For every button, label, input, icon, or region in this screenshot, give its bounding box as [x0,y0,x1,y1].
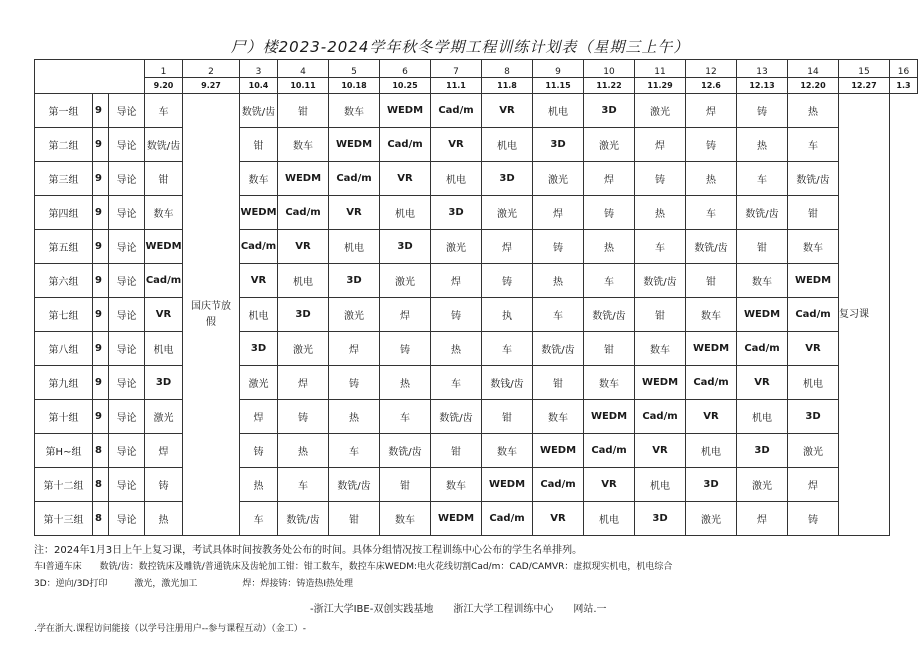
schedule-cell: 焊 [788,468,839,502]
schedule-cell: 激光 [431,230,482,264]
schedule-cell: WEDM [533,434,584,468]
schedule-cell: 数铣/齿 [329,468,380,502]
group-row [35,264,918,298]
schedule-cell: Cad/m [788,298,839,332]
group-size: 9 [93,332,109,366]
date-cell: 10.18 [329,78,380,94]
group-size: 9 [93,230,109,264]
schedule-cell: 热 [380,366,431,400]
schedule-cell: VR [482,94,533,128]
holiday-cell: 国庆节放假 [183,94,240,536]
date-cell: 9.27 [183,78,240,94]
schedule-cell: 车 [686,196,737,230]
schedule-cell: 车 [380,400,431,434]
review-cell: 复习课 [839,94,890,536]
week2-cell: 钳 [145,162,183,196]
schedule-cell: 焊 [329,332,380,366]
schedule-cell: 钳 [329,502,380,536]
schedule-cell: 焊 [635,128,686,162]
schedule-cell: VR [329,196,380,230]
week-number-cell: 14 [788,60,839,78]
schedule-cell: 3D [240,332,278,366]
schedule-cell: 铸 [482,264,533,298]
schedule-cell: Cad/m [431,94,482,128]
corner-cell [35,60,145,94]
group-size: 8 [93,468,109,502]
schedule-cell: WEDM [482,468,533,502]
schedule-cell: 车 [584,264,635,298]
schedule-cell: 机电 [686,434,737,468]
schedule-cell: 钳 [431,434,482,468]
schedule-cell: 激光 [584,128,635,162]
week1-cell: 导论 [109,196,145,230]
schedule-cell: 焊 [533,196,584,230]
group-name: 第九组 [35,366,93,400]
schedule-cell: 数车 [278,128,329,162]
schedule-cell: 数车 [788,230,839,264]
group-name: 第二组 [35,128,93,162]
schedule-cell: 3D [635,502,686,536]
week2-cell: 焊 [145,434,183,468]
date-cell: 12.27 [839,78,890,94]
schedule-cell: 3D [278,298,329,332]
schedule-cell: 车 [240,502,278,536]
schedule-cell: 热 [788,94,839,128]
schedule-cell: 3D [533,128,584,162]
schedule-cell: 机电 [584,502,635,536]
schedule-cell: 数车 [240,162,278,196]
schedule-cell: 数车 [686,298,737,332]
group-size: 8 [93,434,109,468]
schedule-cell: 数铣/齿 [635,264,686,298]
date-cell: 12.13 [737,78,788,94]
schedule-cell: Cad/m [380,128,431,162]
schedule-cell: 数车 [533,400,584,434]
schedule-cell: 车 [788,128,839,162]
week1-cell: 导论 [109,162,145,196]
schedule-cell: Cad/m [278,196,329,230]
week-number-cell: 16 [890,60,918,78]
week2-cell: 热 [145,502,183,536]
schedule-cell: VR [380,162,431,196]
schedule-cell: 3D [431,196,482,230]
schedule-cell: 数车 [431,468,482,502]
schedule-cell: 数铣/齿 [533,332,584,366]
week-number-cell: 9 [533,60,584,78]
schedule-cell: 数铣/齿 [737,196,788,230]
schedule-cell: 数车 [635,332,686,366]
schedule-cell: 机电 [240,298,278,332]
schedule-cell: 机电 [533,94,584,128]
group-name: 第三组 [35,162,93,196]
week1-cell: 导论 [109,434,145,468]
schedule-table [34,59,918,536]
week-number-cell: 13 [737,60,788,78]
schedule-cell: 钳 [380,468,431,502]
schedule-cell: 激光 [533,162,584,196]
schedule-cell: 3D [329,264,380,298]
date-cell: 11.1 [431,78,482,94]
schedule-cell: VR [788,332,839,366]
date-cell: 10.11 [278,78,329,94]
schedule-cell: 热 [737,128,788,162]
group-row [35,434,918,468]
schedule-cell: 铸 [737,94,788,128]
footer: -浙江大学IBE-双创实践基地 浙江大学工程训练中心 网站.一 [310,604,607,615]
schedule-cell: 铸 [584,196,635,230]
week-number-cell: 2 [183,60,240,78]
schedule-cell: Cad/m [686,366,737,400]
schedule-cell: 数铣/齿 [686,230,737,264]
schedule-cell: 车 [482,332,533,366]
group-row [35,366,918,400]
schedule-cell: 铸 [431,298,482,332]
group-name: 第四组 [35,196,93,230]
week1-cell: 导论 [109,332,145,366]
date-row [35,78,918,94]
week-number-cell: 8 [482,60,533,78]
schedule-cell: 数铣/齿 [788,162,839,196]
schedule-cell: 激光 [240,366,278,400]
group-row [35,502,918,536]
schedule-cell: 激光 [788,434,839,468]
week-number-row [35,60,918,78]
schedule-cell: Cad/m [635,400,686,434]
schedule-cell: WEDM [278,162,329,196]
schedule-cell: 焊 [584,162,635,196]
schedule-cell: 机电 [635,468,686,502]
schedule-cell: 热 [278,434,329,468]
group-name: 第八组 [35,332,93,366]
schedule-cell: VR [686,400,737,434]
note-line: 车I普通车床 数铣/齿：数控铣床及雕铣/普通铣床及齿轮加工钳：钳工数车，数控车床WEDM:电火花线切割Cad/m：CAD/CAMVR：虚拟现实机电，机电综合 [34,562,673,572]
schedule-cell: 数钱/齿 [482,366,533,400]
schedule-cell: 数铣/齿 [584,298,635,332]
schedule-cell: 3D [788,400,839,434]
week-number-cell: 7 [431,60,482,78]
schedule-cell: 钳 [278,94,329,128]
schedule-cell: 热 [584,230,635,264]
schedule-cell: 机电 [278,264,329,298]
date-cell: 10.4 [240,78,278,94]
group-size: 9 [93,196,109,230]
schedule-cell: 激光 [482,196,533,230]
schedule-cell: 钳 [788,196,839,230]
schedule-cell: 机电 [788,366,839,400]
week2-cell: Cad/m [145,264,183,298]
schedule-cell: 铸 [686,128,737,162]
week2-cell: 数铣/齿 [145,128,183,162]
group-row [35,128,918,162]
notes [34,542,672,593]
schedule-cell: 铸 [788,502,839,536]
week2-cell: VR [145,298,183,332]
group-name: 第五组 [35,230,93,264]
schedule-cell: 数车 [380,502,431,536]
schedule-cell: 车 [635,230,686,264]
schedule-cell: 焊 [278,366,329,400]
week1-cell: 导论 [109,400,145,434]
week2-cell: 数车 [145,196,183,230]
schedule-cell: Cad/m [584,434,635,468]
schedule-cell: 铸 [533,230,584,264]
schedule-cell: 钳 [240,128,278,162]
schedule-cell: 车 [533,298,584,332]
schedule-cell: 机电 [482,128,533,162]
schedule-cell: 铸 [240,434,278,468]
date-cell: 11.8 [482,78,533,94]
week1-cell: 导论 [109,94,145,128]
schedule-cell: WEDM [380,94,431,128]
group-row [35,162,918,196]
schedule-cell: 车 [737,162,788,196]
schedule-cell: Cad/m [482,502,533,536]
week1-cell: 导论 [109,128,145,162]
schedule-cell: 数车 [329,94,380,128]
schedule-cell: 热 [240,468,278,502]
schedule-cell: WEDM [686,332,737,366]
schedule-cell: 数车 [584,366,635,400]
schedule-cell: WEDM [737,298,788,332]
group-size: 9 [93,366,109,400]
schedule-cell: 数车 [482,434,533,468]
week1-cell: 导论 [109,366,145,400]
schedule-cell: 钳 [635,298,686,332]
date-cell: 12.20 [788,78,839,94]
schedule-cell: 铸 [329,366,380,400]
schedule-cell: 3D [686,468,737,502]
group-name: 第七组 [35,298,93,332]
schedule-cell: 钳 [584,332,635,366]
schedule-cell: WEDM [240,196,278,230]
week-number-cell: 1 [145,60,183,78]
week-number-cell: 4 [278,60,329,78]
date-cell: 11.29 [635,78,686,94]
week-number-cell: 3 [240,60,278,78]
group-row [35,400,918,434]
week1-cell: 导论 [109,502,145,536]
date-cell: 12.6 [686,78,737,94]
schedule-cell: 数铣/齿 [380,434,431,468]
schedule-cell: 数车 [737,264,788,298]
week2-cell: 铸 [145,468,183,502]
schedule-cell: 钳 [737,230,788,264]
date-cell: 1.3 [890,78,918,94]
schedule-cell: 激光 [686,502,737,536]
group-size: 9 [93,94,109,128]
week2-cell: 激光 [145,400,183,434]
schedule-cell: 激光 [278,332,329,366]
schedule-cell: VR [533,502,584,536]
schedule-cell: WEDM [584,400,635,434]
group-size: 9 [93,162,109,196]
schedule-cell: 热 [431,332,482,366]
schedule-cell: WEDM [329,128,380,162]
group-row [35,332,918,366]
group-name: 第十三组 [35,502,93,536]
week-number-cell: 6 [380,60,431,78]
schedule-cell: 热 [533,264,584,298]
week2-cell: 机电 [145,332,183,366]
schedule-cell: VR [431,128,482,162]
group-row [35,468,918,502]
week-number-cell: 5 [329,60,380,78]
week-number-cell: 15 [839,60,890,78]
schedule-cell: 3D [737,434,788,468]
schedule-cell: 车 [329,434,380,468]
schedule-cell: 数铣/齿 [431,400,482,434]
schedule-cell: 机电 [380,196,431,230]
group-size: 9 [93,128,109,162]
schedule-cell: VR [240,264,278,298]
schedule-cell: 激光 [329,298,380,332]
schedule-cell: 钳 [533,366,584,400]
date-cell: 11.22 [584,78,635,94]
schedule-cell: 车 [278,468,329,502]
week1-cell: 导论 [109,264,145,298]
schedule-cell: VR [635,434,686,468]
schedule-cell: 数铣/齿 [240,94,278,128]
schedule-cell: Cad/m [737,332,788,366]
group-row [35,230,918,264]
schedule-cell: Cad/m [329,162,380,196]
schedule-cell: 铸 [278,400,329,434]
group-size: 8 [93,502,109,536]
date-cell: 9.20 [145,78,183,94]
schedule-cell: VR [584,468,635,502]
week-number-cell: 11 [635,60,686,78]
week2-cell: 车 [145,94,183,128]
schedule-cell: WEDM [635,366,686,400]
week-number-cell: 12 [686,60,737,78]
schedule-cell: 数铣/齿 [278,502,329,536]
schedule-cell: 3D [482,162,533,196]
week1-cell: 导论 [109,298,145,332]
group-name: 第六组 [35,264,93,298]
schedule-cell: 焊 [240,400,278,434]
schedule-cell: 铸 [635,162,686,196]
week2-cell: 3D [145,366,183,400]
schedule-cell: VR [278,230,329,264]
schedule-cell: 钳 [686,264,737,298]
week1-cell: 导论 [109,230,145,264]
group-size: 9 [93,298,109,332]
schedule-cell: 焊 [380,298,431,332]
schedule-cell: 铸 [380,332,431,366]
schedule-cell: 钳 [482,400,533,434]
date-cell: 10.25 [380,78,431,94]
week-number-cell: 10 [584,60,635,78]
schedule-cell: 机电 [329,230,380,264]
note-line: 注：2024年1月3日上午上复习课，考试具体时间按教务处公布的时间。具体分组情况按工程训练中心公布的学生名单排列。 [34,545,583,556]
date-cell: 11.15 [533,78,584,94]
schedule-cell: 焊 [482,230,533,264]
group-name: 第十二组 [35,468,93,502]
schedule-cell: 热 [686,162,737,196]
schedule-cell: 激光 [737,468,788,502]
group-name: 第一组 [35,94,93,128]
page-title: 尸）楼2023-2024学年秋冬学期工程训练计划表（星期三上午） [230,38,690,56]
footer-link-text: .学在浙大.课程访问能接（以学号注册用户--参与课程互动）（金工）- [34,624,306,634]
schedule-cell: 3D [584,94,635,128]
schedule-cell: 机电 [431,162,482,196]
schedule-cell: 3D [380,230,431,264]
schedule-cell: 焊 [737,502,788,536]
schedule-cell: WEDM [431,502,482,536]
group-row [35,298,918,332]
schedule-cell: 执 [482,298,533,332]
schedule-cell: 焊 [686,94,737,128]
schedule-cell: 焊 [431,264,482,298]
group-size: 9 [93,400,109,434]
schedule-cell: VR [737,366,788,400]
group-name: 第H~组 [35,434,93,468]
group-row [35,196,918,230]
week1-cell: 导论 [109,468,145,502]
schedule-cell: 激光 [635,94,686,128]
schedule-cell: 热 [635,196,686,230]
schedule-cell: WEDM [788,264,839,298]
group-row [35,94,918,128]
schedule-cell: Cad/m [240,230,278,264]
schedule-cell: Cad/m [533,468,584,502]
schedule-cell: 机电 [737,400,788,434]
schedule-cell: 车 [431,366,482,400]
schedule-cell: 热 [329,400,380,434]
group-name: 第十组 [35,400,93,434]
week2-cell: WEDM [145,230,183,264]
note-line: 3D：逆向/3D打印 激光，激光加工 焊：焊接铸：铸造热I热处理 [34,579,354,589]
group-size: 9 [93,264,109,298]
schedule-cell: 激光 [380,264,431,298]
